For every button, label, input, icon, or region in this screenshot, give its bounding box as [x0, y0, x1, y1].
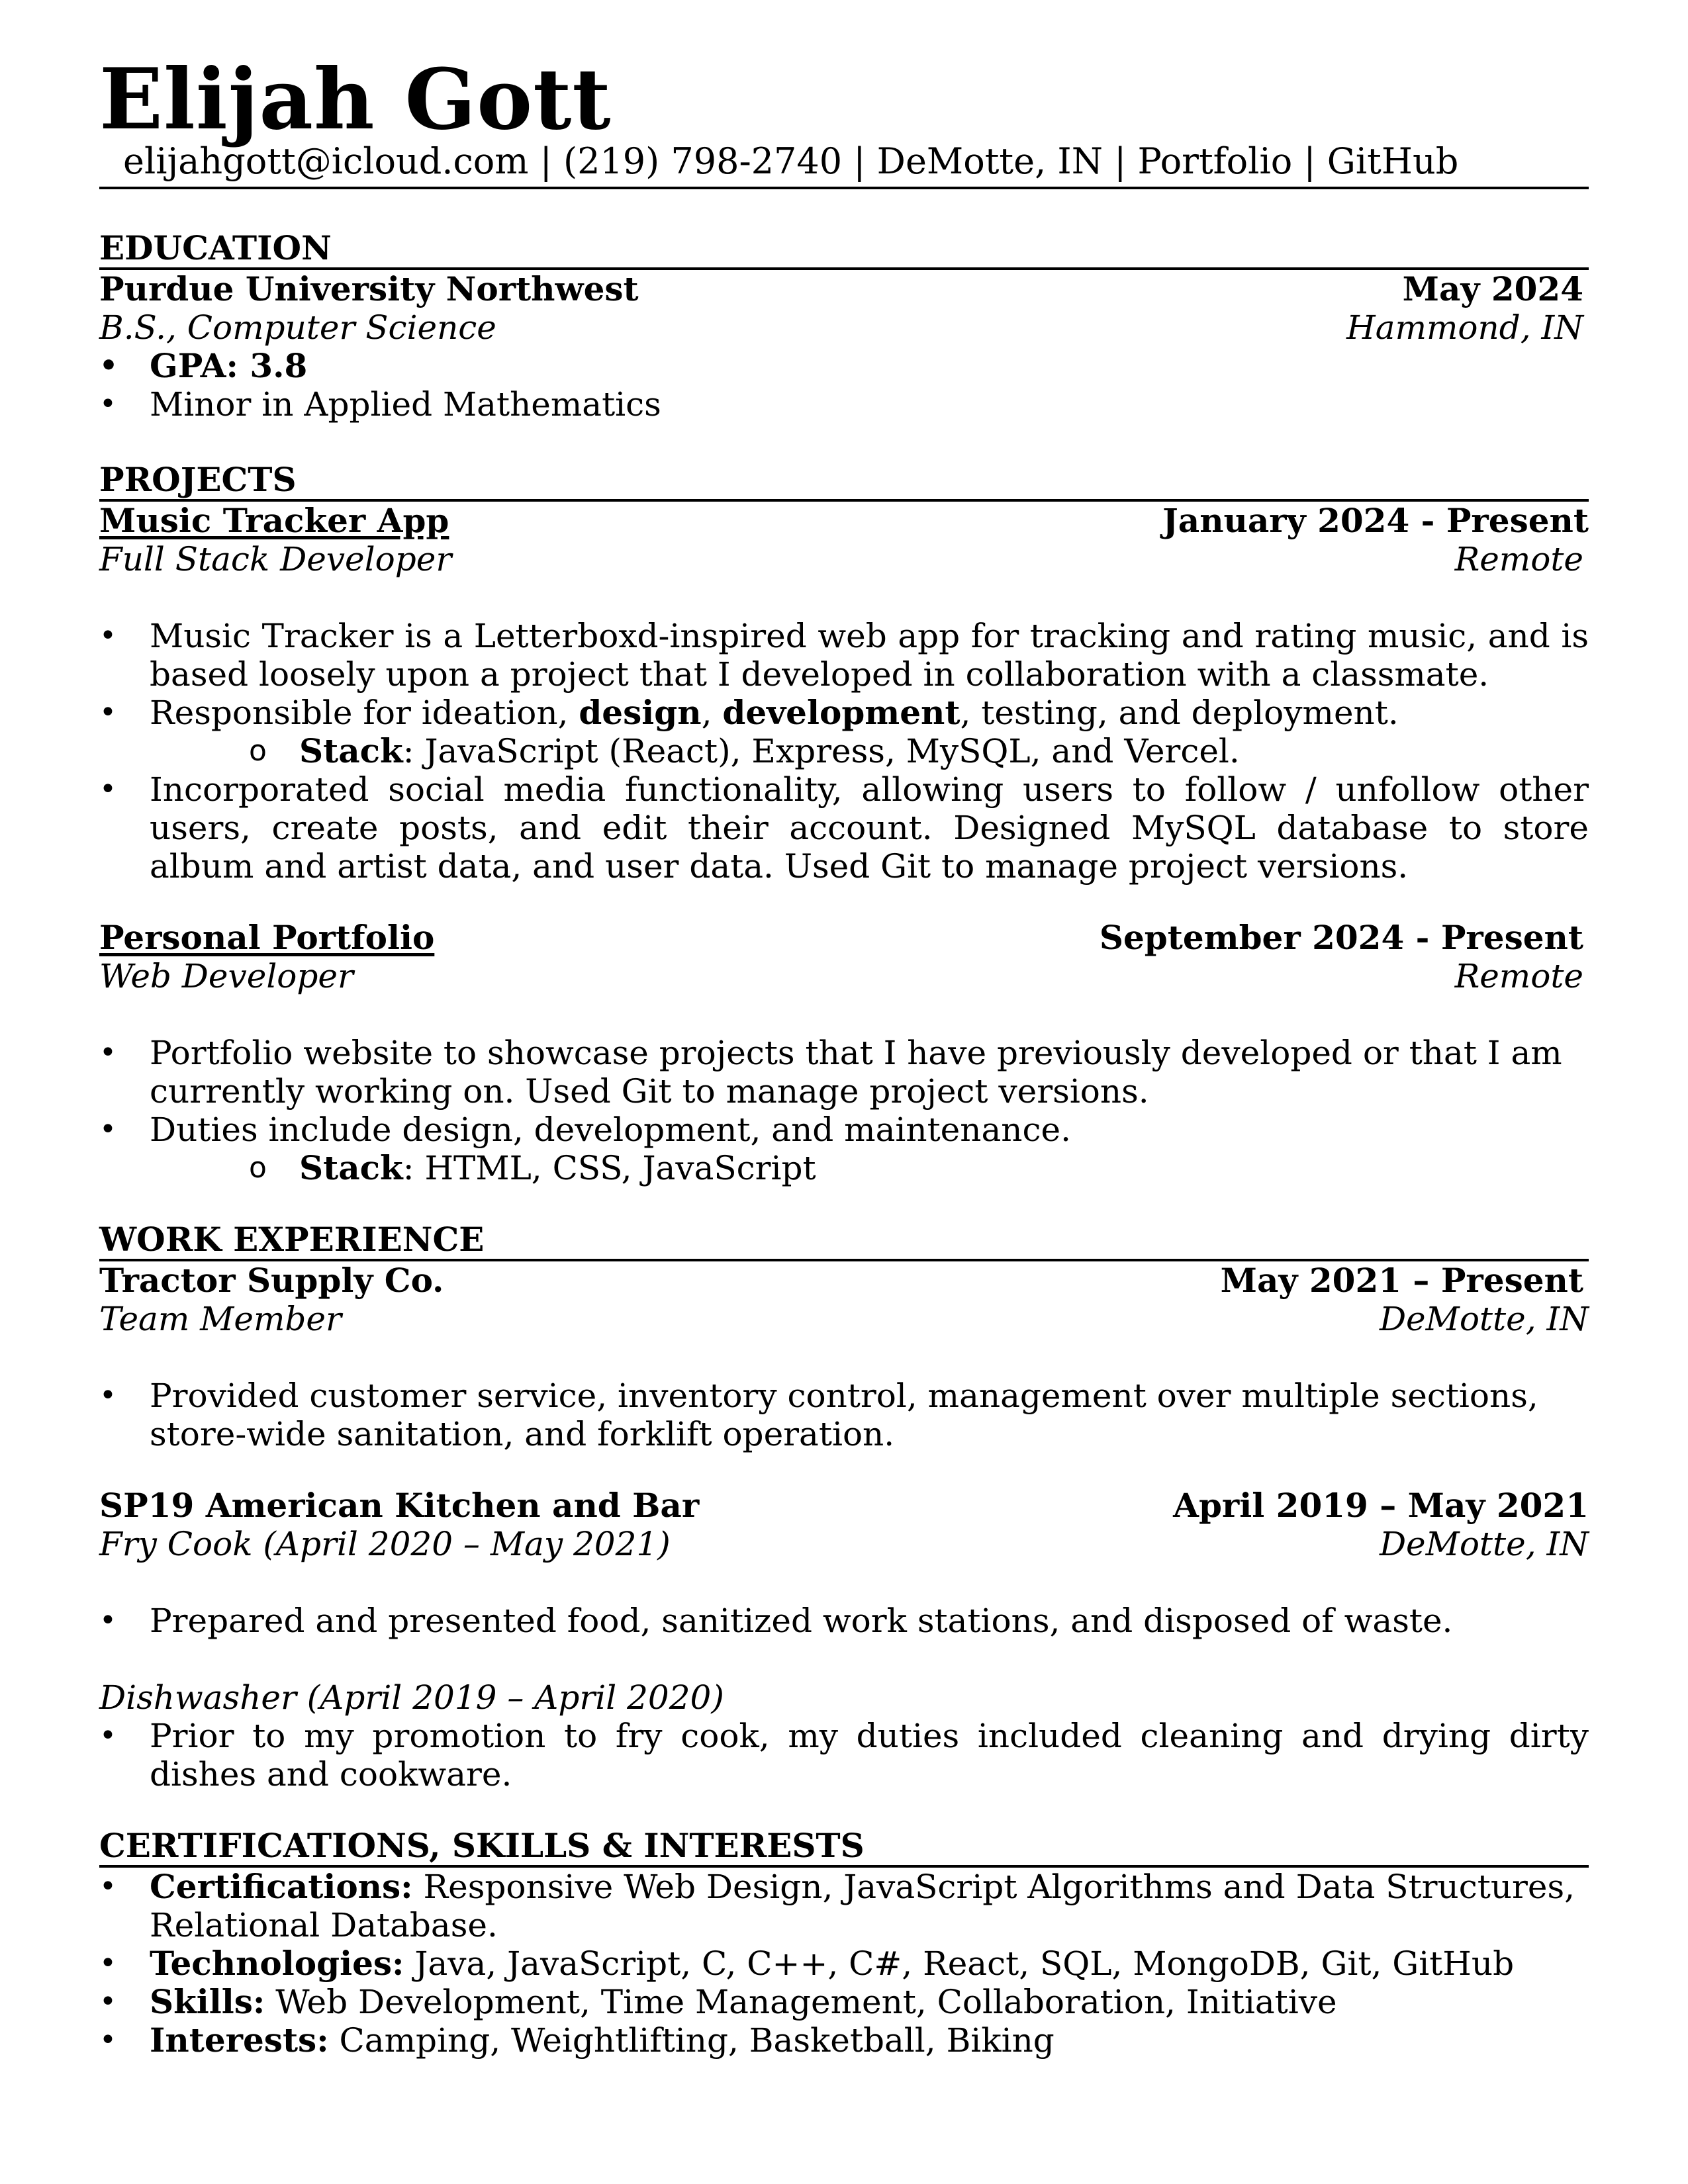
education-header-row — [99, 270, 1589, 308]
spacer — [99, 578, 1589, 617]
graduation-date: May 2024 — [1402, 269, 1583, 308]
job-sub-row — [99, 1525, 1589, 1563]
candidate-name: Elijah Gott — [99, 50, 612, 148]
skill-label: Interests: — [150, 2021, 329, 2060]
portfolio-link[interactable]: Portfolio — [1137, 140, 1293, 182]
sub-bullets — [150, 732, 1589, 770]
skill-text: Responsive Web Design, JavaScript Algorithms and Data Structures, Relational Database. — [150, 1868, 1575, 1944]
list-item — [99, 1868, 1589, 1944]
list-item: • GPA: 3.8 — [99, 347, 1589, 385]
project-sub-row — [99, 957, 1589, 995]
spacer — [99, 1563, 1589, 1602]
spacer — [99, 1640, 1589, 1678]
skill-label: Technologies: — [150, 1944, 404, 1983]
skills-section — [99, 1827, 1589, 2060]
company-name: SP19 American Kitchen and Bar — [99, 1486, 700, 1525]
project-header-row — [99, 502, 1589, 540]
list-item — [99, 1983, 1589, 2021]
company-name: Tractor Supply Co. — [99, 1261, 444, 1300]
header-divider — [99, 187, 1589, 189]
list-item: • Incorporated social media functionality, allowing users to follow / unfollow other users, create posts, and edit their account. Designed MySQL database to store album and artist data, and user data. Used Git to manage project versions. — [99, 770, 1589, 886]
spacer — [99, 886, 1589, 919]
list-item: • Minor in Applied Mathematics — [99, 385, 1589, 424]
list-item — [150, 1149, 1589, 1187]
job-header-row — [99, 1261, 1589, 1300]
spacer — [99, 1453, 1589, 1486]
bullet-text: , testing, and deployment. — [960, 694, 1399, 732]
school-name: Purdue University Northwest — [99, 269, 639, 308]
list-item: • Portfolio website to showcase projects that I have previously developed or that I am currently working on. Used Git to manage project versions. — [99, 1034, 1589, 1111]
project-header-row — [99, 919, 1589, 957]
list-item — [99, 2021, 1589, 2060]
project-role: Web Developer — [99, 957, 353, 995]
job-date: April 2019 – May 2021 — [1173, 1486, 1589, 1525]
separator: | — [1102, 140, 1138, 182]
job-bullets — [99, 1717, 1589, 1794]
project-bullets — [99, 1034, 1589, 1187]
project-location: Remote — [1454, 957, 1583, 995]
home-location: DeMotte, IN — [876, 140, 1103, 182]
separator: | — [1292, 140, 1327, 182]
section-title-projects: PROJECTS — [99, 461, 1589, 502]
project-location: Remote — [1454, 540, 1583, 578]
phone-number: (219) 798-2740 — [563, 140, 843, 182]
bullet-text: Duties include design, development, and maintenance. — [150, 1111, 1071, 1149]
skill-text: Java, JavaScript, C, C++, C#, React, SQL, MongoDB, Git, GitHub — [404, 1944, 1515, 1983]
skills-bullets — [99, 1868, 1589, 2060]
job-role: Fry Cook (April 2020 – May 2021) — [99, 1525, 671, 1563]
stack-text: : HTML, CSS, JavaScript — [402, 1149, 816, 1187]
job-bullets — [99, 1602, 1589, 1640]
project-date: January 2024 - Present — [1162, 501, 1589, 540]
degree: B.S., Computer Science — [99, 308, 496, 347]
job-role: Team Member — [99, 1300, 342, 1338]
spacer — [99, 1338, 1589, 1377]
job-sub-row — [99, 1300, 1589, 1338]
stack-label: Stack — [299, 1148, 403, 1187]
section-title-work: WORK EXPERIENCE — [99, 1220, 1589, 1261]
list-item — [99, 1944, 1589, 1983]
education-sub-row — [99, 308, 1589, 347]
separator: | — [528, 140, 563, 182]
project-role: Full Stack Developer — [99, 540, 452, 578]
education-bullets — [99, 347, 1589, 424]
project-date: September 2024 - Present — [1099, 918, 1583, 957]
job-location: DeMotte, IN — [1379, 1525, 1589, 1563]
stack-label: Stack — [299, 731, 403, 770]
section-title-skills: CERTIFICATIONS, SKILLS & INTERESTS — [99, 1827, 1589, 1868]
skill-label: Certifications: — [150, 1867, 413, 1906]
project-sub-row — [99, 540, 1589, 578]
projects-section — [99, 461, 1589, 1187]
list-item: • Prior to my promotion to fry cook, my duties included cleaning and drying dirty dishes and cookware. — [99, 1717, 1589, 1794]
bullet-text: , — [701, 694, 723, 732]
bullet-bold: development — [722, 693, 961, 732]
list-item: • Music Tracker is a Letterboxd-inspired web app for tracking and rating music, and is based loosely upon a project that I developed in collaboration with a classmate. — [99, 617, 1589, 694]
project-name-portfolio[interactable]: Personal Portfolio — [99, 918, 435, 957]
spacer — [99, 995, 1589, 1034]
separator: | — [842, 140, 877, 182]
skill-label: Skills: — [150, 1982, 265, 2021]
job-date: May 2021 – Present — [1220, 1261, 1583, 1300]
job-bullets — [99, 1377, 1589, 1453]
skill-text: Web Development, Time Management, Collaboration, Initiative — [265, 1983, 1337, 2021]
job-role-secondary: Dishwasher (April 2019 – April 2020) — [99, 1678, 724, 1717]
sub-bullets — [150, 1149, 1589, 1187]
job-header-row — [99, 1486, 1589, 1525]
list-item — [99, 1111, 1589, 1187]
list-item: • Prepared and presented food, sanitized work stations, and disposed of waste. — [99, 1602, 1589, 1640]
bullet-text: Responsible for ideation, — [150, 694, 579, 732]
project-bullets — [99, 617, 1589, 886]
section-title-education: EDUCATION — [99, 229, 1589, 270]
github-link[interactable]: GitHub — [1327, 140, 1459, 182]
list-item: • Provided customer service, inventory control, management over multiple sections, store-wide sanitation, and forklift operation. — [99, 1377, 1589, 1453]
list-item — [99, 694, 1589, 770]
work-section — [99, 1220, 1589, 1794]
contact-line — [123, 140, 1589, 183]
job-location: DeMotte, IN — [1379, 1300, 1589, 1338]
education-section — [99, 229, 1589, 424]
resume-page — [99, 50, 1589, 2060]
stack-text: : JavaScript (React), Express, MySQL, and Vercel. — [402, 732, 1240, 770]
bullet-bold: design — [579, 693, 702, 732]
skill-text: Camping, Weightlifting, Basketball, Biking — [328, 2021, 1055, 2060]
email-link[interactable]: elijahgott@icloud.com — [123, 140, 529, 182]
project-name-music-tracker[interactable]: Music Tracker App — [99, 501, 449, 540]
list-item — [150, 732, 1589, 770]
school-location: Hammond, IN — [1346, 308, 1583, 347]
